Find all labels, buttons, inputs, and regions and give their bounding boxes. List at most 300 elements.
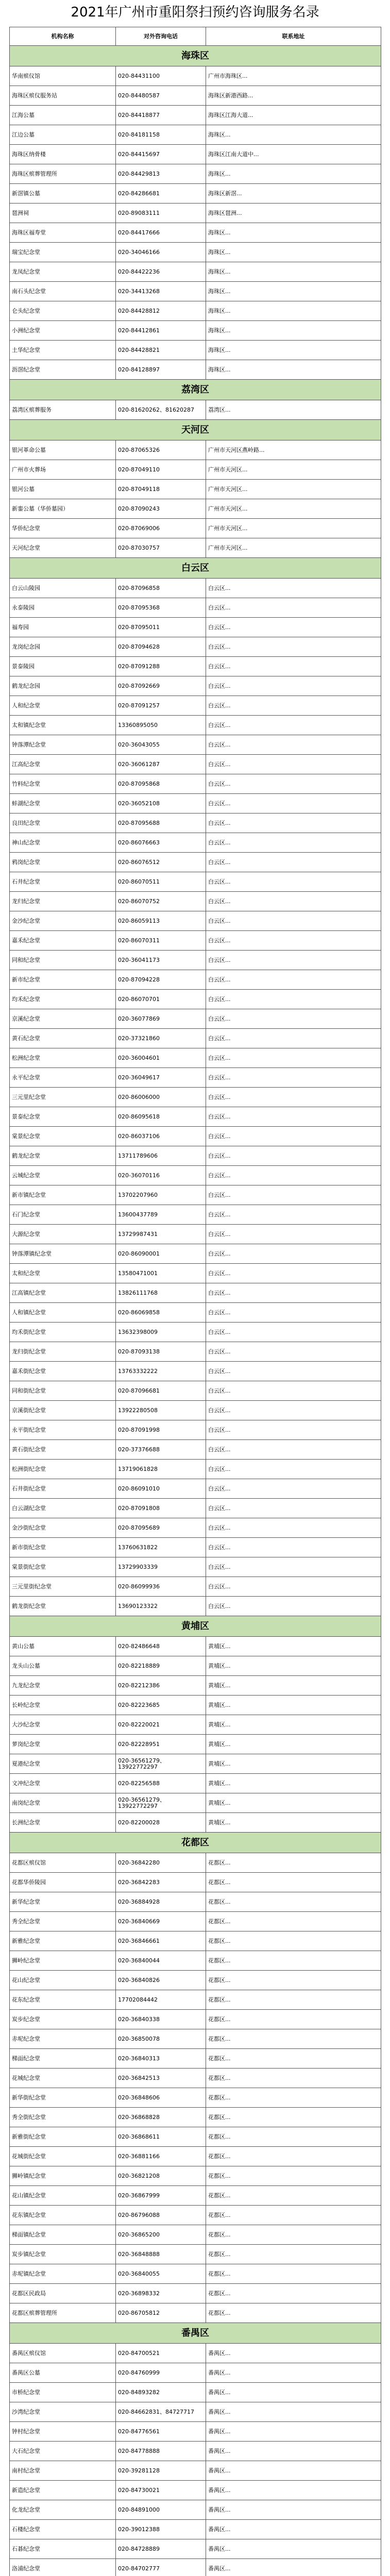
table-row bbox=[10, 1068, 381, 1088]
cell-phone: 020-86090001 bbox=[116, 1244, 206, 1264]
table-row bbox=[10, 853, 381, 872]
directory-table bbox=[9, 27, 381, 2576]
cell-name: 龙凤纪念堂 bbox=[10, 262, 116, 282]
cell-name: 土华纪念堂 bbox=[10, 341, 116, 360]
table-row bbox=[10, 1205, 381, 1225]
cell-name: 龙头山公墓 bbox=[10, 1656, 116, 1676]
cell-phone: 13763332222 bbox=[116, 1362, 206, 1381]
cell-phone: 020-84181158 bbox=[116, 125, 206, 145]
cell-name: 白云山陵园 bbox=[10, 579, 116, 598]
table-row bbox=[10, 301, 381, 321]
cell-phone: 020-36850078 bbox=[116, 2029, 206, 2049]
cell-address: 白云区... bbox=[206, 951, 381, 970]
cell-phone: 020-87094228 bbox=[116, 970, 206, 990]
cell-phone: 020-84428812 bbox=[116, 301, 206, 321]
cell-name: 蚌湖纪念堂 bbox=[10, 794, 116, 814]
cell-name: 同和街纪念堂 bbox=[10, 1381, 116, 1401]
cell-address: 广州市天河区燕岭路... bbox=[206, 440, 381, 460]
cell-phone: 020-87095688 bbox=[116, 814, 206, 833]
cell-address: 海珠区琶洲... bbox=[206, 204, 381, 223]
cell-phone: 020-84417666 bbox=[116, 223, 206, 243]
district-name: 荔湾区 bbox=[10, 380, 381, 400]
cell-name: 石门纪念堂 bbox=[10, 1205, 116, 1225]
cell-address: 海珠区... bbox=[206, 360, 381, 380]
cell-phone: 020-86705812 bbox=[116, 2303, 206, 2323]
cell-name: 钟落潭镇纪念堂 bbox=[10, 1244, 116, 1264]
cell-phone: 13760631822 bbox=[116, 1538, 206, 1557]
district-name: 天河区 bbox=[10, 420, 381, 440]
cell-address: 白云区... bbox=[206, 735, 381, 755]
cell-phone: 020-87065326 bbox=[116, 440, 206, 460]
cell-name: 黄石街纪念堂 bbox=[10, 1440, 116, 1460]
cell-name: 大源纪念堂 bbox=[10, 1225, 116, 1244]
cell-name: 花城纪念堂 bbox=[10, 2069, 116, 2088]
cell-phone: 020-87095689 bbox=[116, 1518, 206, 1538]
cell-phone: 020-34046166 bbox=[116, 243, 206, 262]
cell-phone: 020-89083111 bbox=[116, 204, 206, 223]
cell-name: 黄石纪念堂 bbox=[10, 1029, 116, 1048]
table-row bbox=[10, 1107, 381, 1127]
cell-name: 鹤龙街纪念堂 bbox=[10, 1597, 116, 1616]
cell-name: 石楼纪念堂 bbox=[10, 2520, 116, 2539]
cell-phone: 020-36848606 bbox=[116, 2088, 206, 2108]
table-row bbox=[10, 1401, 381, 1420]
cell-phone: 020-87095011 bbox=[116, 618, 206, 637]
table-row bbox=[10, 637, 381, 657]
table-row bbox=[10, 1009, 381, 1029]
cell-phone: 13719061828 bbox=[116, 1460, 206, 1479]
cell-name: 新銮公墓（华侨墓园） bbox=[10, 499, 116, 519]
cell-address: 海珠区... bbox=[206, 262, 381, 282]
table-row bbox=[10, 321, 381, 341]
table-row bbox=[10, 1440, 381, 1460]
cell-address: 番禺区... bbox=[206, 2363, 381, 2383]
district-header-row bbox=[10, 1833, 381, 1853]
cell-address: 花都区... bbox=[206, 2049, 381, 2069]
cell-name: 棠景街纪念堂 bbox=[10, 1557, 116, 1577]
table-row bbox=[10, 1166, 381, 1185]
table-row bbox=[10, 1264, 381, 1283]
cell-address: 白云区... bbox=[206, 1048, 381, 1068]
table-row bbox=[10, 341, 381, 360]
cell-name: 龙归街纪念堂 bbox=[10, 1342, 116, 1362]
cell-phone: 020-82220021 bbox=[116, 1715, 206, 1735]
district-name: 花都区 bbox=[10, 1833, 381, 1853]
cell-phone: 020-87095868 bbox=[116, 774, 206, 794]
cell-name: 竹料纪念堂 bbox=[10, 774, 116, 794]
table-row bbox=[10, 970, 381, 990]
cell-address: 白云区... bbox=[206, 1538, 381, 1557]
table-row bbox=[10, 579, 381, 598]
cell-address: 海珠区... bbox=[206, 282, 381, 301]
table-row bbox=[10, 86, 381, 106]
table-row bbox=[10, 1892, 381, 1912]
cell-name: 嘉禾街纪念堂 bbox=[10, 1362, 116, 1381]
cell-address: 番禺区... bbox=[206, 2442, 381, 2461]
cell-name: 秀全街纪念堂 bbox=[10, 2108, 116, 2127]
table-row bbox=[10, 480, 381, 499]
cell-phone: 020-36868611 bbox=[116, 2127, 206, 2147]
cell-phone: 020-84286681 bbox=[116, 184, 206, 204]
cell-name: 新华纪念堂 bbox=[10, 1892, 116, 1912]
cell-phone: 020-87091808 bbox=[116, 1499, 206, 1518]
cell-phone: 020-87049110 bbox=[116, 460, 206, 480]
cell-address: 白云区... bbox=[206, 872, 381, 892]
cell-phone: 020-36865200 bbox=[116, 2225, 206, 2245]
cell-name: 南岗纪念堂 bbox=[10, 1793, 116, 1813]
cell-address: 广州市天河区... bbox=[206, 499, 381, 519]
cell-name: 鹤龙纪念园 bbox=[10, 676, 116, 696]
cell-address: 白云区... bbox=[206, 1381, 381, 1401]
cell-address: 白云区... bbox=[206, 1518, 381, 1538]
cell-name: 永平纪念堂 bbox=[10, 1068, 116, 1088]
cell-phone: 020-87090243 bbox=[116, 499, 206, 519]
cell-phone: 020-36004601 bbox=[116, 1048, 206, 1068]
cell-name: 荔湾区殡葬服务 bbox=[10, 400, 116, 420]
cell-address: 白云区... bbox=[206, 1557, 381, 1577]
cell-phone: 020-36884928 bbox=[116, 1892, 206, 1912]
cell-phone: 020-36561279、13922772297 bbox=[116, 1754, 206, 1774]
cell-phone: 020-36842283 bbox=[116, 1873, 206, 1892]
cell-phone: 020-36840313 bbox=[116, 2049, 206, 2069]
cell-address: 白云区... bbox=[206, 892, 381, 911]
table-row bbox=[10, 2520, 381, 2539]
cell-address: 花都区... bbox=[206, 2284, 381, 2303]
cell-phone: 13922280508 bbox=[116, 1401, 206, 1420]
cell-address: 花都区... bbox=[206, 2303, 381, 2323]
cell-phone: 020-36041173 bbox=[116, 951, 206, 970]
cell-address: 白云区... bbox=[206, 1499, 381, 1518]
cell-name: 长岭纪念堂 bbox=[10, 1696, 116, 1715]
cell-name: 梯面纪念堂 bbox=[10, 2049, 116, 2069]
cell-name: 钟村纪念堂 bbox=[10, 2422, 116, 2442]
table-row bbox=[10, 125, 381, 145]
cell-name: 广州市火葬场 bbox=[10, 460, 116, 480]
cell-address: 海珠区... bbox=[206, 223, 381, 243]
cell-address: 海珠区... bbox=[206, 164, 381, 184]
cell-phone: 020-87096858 bbox=[116, 579, 206, 598]
cell-name: 新雅纪念堂 bbox=[10, 1931, 116, 1951]
table-row bbox=[10, 1460, 381, 1479]
cell-phone: 020-82256588 bbox=[116, 1774, 206, 1793]
cell-address: 番禺区... bbox=[206, 2520, 381, 2539]
table-row bbox=[10, 184, 381, 204]
cell-name: 新市镇纪念堂 bbox=[10, 1185, 116, 1205]
cell-address: 白云区... bbox=[206, 1205, 381, 1225]
table-row bbox=[10, 1793, 381, 1813]
cell-phone: 020-84422236 bbox=[116, 262, 206, 282]
cell-address: 番禺区... bbox=[206, 2559, 381, 2576]
cell-phone: 020-86095618 bbox=[116, 1107, 206, 1127]
cell-name: 均禾纪念堂 bbox=[10, 990, 116, 1009]
cell-address: 海珠区新滘... bbox=[206, 184, 381, 204]
cell-name: 琶洲祠 bbox=[10, 204, 116, 223]
cell-phone: 020-86069858 bbox=[116, 1303, 206, 1323]
table-row bbox=[10, 774, 381, 794]
cell-name: 石井纪念堂 bbox=[10, 872, 116, 892]
cell-name: 花东纪念堂 bbox=[10, 1990, 116, 2010]
cell-address: 白云区... bbox=[206, 794, 381, 814]
cell-address: 花都区... bbox=[206, 1892, 381, 1912]
cell-name: 番禺区殡仪馆 bbox=[10, 2344, 116, 2363]
cell-name: 文冲纪念堂 bbox=[10, 1774, 116, 1793]
cell-address: 花都区... bbox=[206, 2010, 381, 2029]
table-row bbox=[10, 1538, 381, 1557]
table-row bbox=[10, 1185, 381, 1205]
table-row bbox=[10, 1225, 381, 1244]
table-row bbox=[10, 440, 381, 460]
table-row bbox=[10, 400, 381, 420]
cell-phone: 13729987431 bbox=[116, 1225, 206, 1244]
cell-address: 白云区... bbox=[206, 1244, 381, 1264]
table-row bbox=[10, 499, 381, 519]
cell-name: 良田纪念堂 bbox=[10, 814, 116, 833]
cell-address: 白云区... bbox=[206, 1342, 381, 1362]
cell-name: 新华街纪念堂 bbox=[10, 2088, 116, 2108]
cell-name: 新市纪念堂 bbox=[10, 970, 116, 990]
cell-address: 黄埔区... bbox=[206, 1754, 381, 1774]
table-row bbox=[10, 1853, 381, 1873]
table-row bbox=[10, 2166, 381, 2186]
table-row bbox=[10, 1244, 381, 1264]
table-row bbox=[10, 1873, 381, 1892]
district-name: 番禺区 bbox=[10, 2323, 381, 2344]
cell-address: 番禺区... bbox=[206, 2461, 381, 2481]
table-row bbox=[10, 1597, 381, 1616]
cell-address: 白云区... bbox=[206, 1166, 381, 1185]
cell-name: 华南殡仪馆 bbox=[10, 66, 116, 86]
table-row bbox=[10, 2029, 381, 2049]
cell-address: 白云区... bbox=[206, 774, 381, 794]
cell-name: 龙岗纪念园 bbox=[10, 637, 116, 657]
table-row bbox=[10, 735, 381, 755]
table-row bbox=[10, 1048, 381, 1068]
cell-phone: 020-86099936 bbox=[116, 1577, 206, 1597]
cell-address: 广州市海珠区... bbox=[206, 66, 381, 86]
table-row bbox=[10, 1342, 381, 1362]
cell-name: 永泰陵园 bbox=[10, 598, 116, 618]
cell-address: 黄埔区... bbox=[206, 1637, 381, 1656]
table-row bbox=[10, 1577, 381, 1597]
table-row bbox=[10, 1990, 381, 2010]
table-row bbox=[10, 1146, 381, 1166]
cell-phone: 020-36840826 bbox=[116, 1971, 206, 1990]
table-row bbox=[10, 2088, 381, 2108]
table-row bbox=[10, 2264, 381, 2284]
table-row bbox=[10, 1479, 381, 1499]
cell-phone: 020-36821208 bbox=[116, 2166, 206, 2186]
table-row bbox=[10, 1303, 381, 1323]
cell-phone: 020-84893282 bbox=[116, 2383, 206, 2402]
page-title: 2021年广州市重阳祭扫预约咨询服务名录 bbox=[71, 5, 319, 20]
cell-address: 番禺区... bbox=[206, 2422, 381, 2442]
table-row bbox=[10, 2186, 381, 2206]
table-row bbox=[10, 1774, 381, 1793]
cell-address: 白云区... bbox=[206, 598, 381, 618]
cell-address: 花都区... bbox=[206, 1853, 381, 1873]
cell-phone: 020-36868828 bbox=[116, 2108, 206, 2127]
district-header-row bbox=[10, 1616, 381, 1637]
district-header-row bbox=[10, 46, 381, 66]
cell-address: 白云区... bbox=[206, 970, 381, 990]
cell-address: 花都区... bbox=[206, 2206, 381, 2225]
table-row bbox=[10, 360, 381, 380]
table-row bbox=[10, 755, 381, 774]
table-row bbox=[10, 1971, 381, 1990]
cell-address: 番禺区... bbox=[206, 2344, 381, 2363]
cell-phone: 020-36846661 bbox=[116, 1931, 206, 1951]
cell-name: 人和镇纪念堂 bbox=[10, 1303, 116, 1323]
cell-address: 白云区... bbox=[206, 1146, 381, 1166]
cell-address: 花都区... bbox=[206, 2225, 381, 2245]
table-row bbox=[10, 2108, 381, 2127]
table-row bbox=[10, 716, 381, 735]
cell-name: 海珠区殡葬管理所 bbox=[10, 164, 116, 184]
cell-name: 夏港纪念堂 bbox=[10, 1754, 116, 1774]
cell-phone: 020-36840338 bbox=[116, 2010, 206, 2029]
cell-phone: 020-84700521 bbox=[116, 2344, 206, 2363]
table-row bbox=[10, 1754, 381, 1774]
table-row bbox=[10, 990, 381, 1009]
cell-address: 白云区... bbox=[206, 755, 381, 774]
cell-name: 神山纪念堂 bbox=[10, 833, 116, 853]
table-row bbox=[10, 1715, 381, 1735]
cell-phone: 13729903339 bbox=[116, 1557, 206, 1577]
cell-name: 海珠区殡仪服务站 bbox=[10, 86, 116, 106]
cell-address: 白云区... bbox=[206, 618, 381, 637]
cell-name: 花都区殡葬管理所 bbox=[10, 2303, 116, 2323]
cell-phone: 020-86006000 bbox=[116, 1088, 206, 1107]
table-row bbox=[10, 1656, 381, 1676]
cell-phone: 020-84728889 bbox=[116, 2539, 206, 2559]
table-row bbox=[10, 911, 381, 931]
cell-phone: 020-36881166 bbox=[116, 2147, 206, 2166]
cell-address: 海珠区... bbox=[206, 321, 381, 341]
cell-address: 白云区... bbox=[206, 1362, 381, 1381]
table-row bbox=[10, 282, 381, 301]
cell-name: 均禾街纪念堂 bbox=[10, 1323, 116, 1342]
cell-address: 番禺区... bbox=[206, 2481, 381, 2500]
cell-phone: 020-84428821 bbox=[116, 341, 206, 360]
cell-phone: 020-86059113 bbox=[116, 911, 206, 931]
cell-address: 白云区... bbox=[206, 1029, 381, 1048]
cell-phone: 020-84760999 bbox=[116, 2363, 206, 2383]
table-row bbox=[10, 2461, 381, 2481]
cell-name: 银河公墓 bbox=[10, 480, 116, 499]
cell-phone: 020-86076663 bbox=[116, 833, 206, 853]
table-row bbox=[10, 2049, 381, 2069]
cell-name: 京溪纪念堂 bbox=[10, 1009, 116, 1029]
cell-name: 江海公墓 bbox=[10, 106, 116, 125]
table-row bbox=[10, 106, 381, 125]
cell-phone: 020-84412861 bbox=[116, 321, 206, 341]
cell-phone: 020-87093138 bbox=[116, 1342, 206, 1362]
cell-phone: 13600437789 bbox=[116, 1205, 206, 1225]
cell-address: 荔湾区... bbox=[206, 400, 381, 420]
table-row bbox=[10, 2422, 381, 2442]
cell-phone: 020-84429813 bbox=[116, 164, 206, 184]
cell-address: 海珠区... bbox=[206, 341, 381, 360]
table-row bbox=[10, 696, 381, 716]
cell-name: 新雅街纪念堂 bbox=[10, 2127, 116, 2147]
cell-phone: 13360895050 bbox=[116, 716, 206, 735]
table-row bbox=[10, 2225, 381, 2245]
cell-phone: 020-37321860 bbox=[116, 1029, 206, 1048]
cell-name: 鸦岗纪念堂 bbox=[10, 853, 116, 872]
cell-phone: 020-86070311 bbox=[116, 931, 206, 951]
table-row bbox=[10, 66, 381, 86]
cell-name: 天河纪念堂 bbox=[10, 538, 116, 558]
cell-phone: 020-36052108 bbox=[116, 794, 206, 814]
cell-address: 广州市天河区... bbox=[206, 460, 381, 480]
cell-name: 钟落潭纪念堂 bbox=[10, 735, 116, 755]
cell-name: 京溪街纪念堂 bbox=[10, 1401, 116, 1420]
cell-phone: 020-84702777 bbox=[116, 2559, 206, 2576]
table-row bbox=[10, 1420, 381, 1440]
cell-address: 番禺区... bbox=[206, 2383, 381, 2402]
cell-phone: 020-84662831、84727717 bbox=[116, 2402, 206, 2422]
table-row bbox=[10, 1735, 381, 1754]
cell-name: 花东镇纪念堂 bbox=[10, 2206, 116, 2225]
cell-phone: 020-87091998 bbox=[116, 1420, 206, 1440]
table-row bbox=[10, 833, 381, 853]
table-row bbox=[10, 243, 381, 262]
cell-name: 沙湾纪念堂 bbox=[10, 2402, 116, 2422]
district-header-row bbox=[10, 558, 381, 579]
cell-address: 番禺区... bbox=[206, 2500, 381, 2520]
cell-name: 金沙街纪念堂 bbox=[10, 1518, 116, 1538]
cell-name: 秀全纪念堂 bbox=[10, 1912, 116, 1931]
cell-name: 黄山公墓 bbox=[10, 1637, 116, 1656]
table-row bbox=[10, 2127, 381, 2147]
cell-name: 金沙纪念堂 bbox=[10, 911, 116, 931]
cell-phone: 020-36070116 bbox=[116, 1166, 206, 1185]
cell-name: 海珠区福寿堂 bbox=[10, 223, 116, 243]
cell-address: 花都区... bbox=[206, 2088, 381, 2108]
cell-phone: 020-36061287 bbox=[116, 755, 206, 774]
cell-name: 景泰纪念堂 bbox=[10, 1107, 116, 1127]
cell-phone: 020-84891000 bbox=[116, 2500, 206, 2520]
cell-phone: 020-84778888 bbox=[116, 2442, 206, 2461]
table-row bbox=[10, 1499, 381, 1518]
cell-phone: 13580471001 bbox=[116, 1264, 206, 1283]
table-row bbox=[10, 2442, 381, 2461]
table-row bbox=[10, 538, 381, 558]
cell-address: 白云区... bbox=[206, 1303, 381, 1323]
cell-address: 花都区... bbox=[206, 2264, 381, 2284]
cell-phone: 020-86091010 bbox=[116, 1479, 206, 1499]
cell-phone: 13690123322 bbox=[116, 1597, 206, 1616]
table-row bbox=[10, 2383, 381, 2402]
cell-address: 白云区... bbox=[206, 676, 381, 696]
table-row bbox=[10, 1637, 381, 1656]
cell-name: 石井街纪念堂 bbox=[10, 1479, 116, 1499]
cell-name: 花都华侨陵园 bbox=[10, 1873, 116, 1892]
district-name: 海珠区 bbox=[10, 46, 381, 66]
cell-phone: 020-87069006 bbox=[116, 519, 206, 538]
table-row bbox=[10, 1518, 381, 1538]
cell-address: 白云区... bbox=[206, 1009, 381, 1029]
cell-address: 番禺区... bbox=[206, 2539, 381, 2559]
cell-name: 大石纪念堂 bbox=[10, 2442, 116, 2461]
cell-name: 三元里纪念堂 bbox=[10, 1088, 116, 1107]
cell-name: 江边公墓 bbox=[10, 125, 116, 145]
cell-address: 黄埔区... bbox=[206, 1656, 381, 1676]
cell-address: 白云区... bbox=[206, 1401, 381, 1420]
cell-name: 南村纪念堂 bbox=[10, 2461, 116, 2481]
column-header-address: 联系地址 bbox=[206, 27, 381, 46]
cell-name: 太和镇纪念堂 bbox=[10, 716, 116, 735]
